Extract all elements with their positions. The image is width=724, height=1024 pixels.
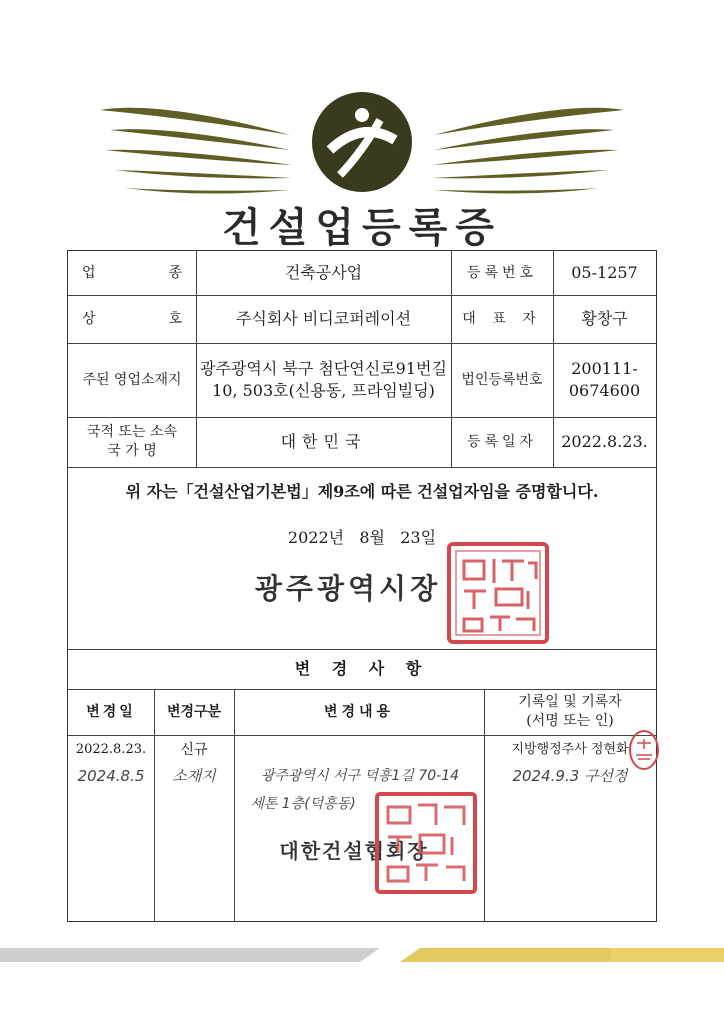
change-row1-date: 2022.8.23. [75, 742, 147, 758]
certification-date: 2022년 8월 23일 [287, 528, 437, 548]
corp-no-line1: 200111- [571, 359, 638, 379]
change-row2-date: 2024.8.5 [77, 766, 145, 785]
bottom-decor-bar [0, 944, 724, 966]
row-divider [68, 467, 656, 468]
address-line2: 10, 503호(신용동, 프라임빌딩) [212, 381, 435, 400]
association-seal-icon [374, 791, 478, 895]
reg-no-label: 등록번호 [466, 264, 538, 281]
certificate-frame [67, 250, 657, 922]
corp-no-line2: 0674600 [568, 381, 641, 400]
reg-date-label: 등록일자 [466, 433, 538, 450]
row-divider [68, 735, 656, 736]
corp-no-label: 법인등록번호 [461, 371, 543, 388]
issuer-name: 광주광역시장 [254, 572, 442, 606]
reg-date-value: 2022.8.23. [561, 432, 648, 452]
change-row2-content-line2: 세톤 1층(덕흥동) [250, 795, 356, 812]
corp-no-value [553, 343, 656, 417]
change-row2-category: 소재지 [172, 766, 216, 785]
company-label: 상 호 [82, 310, 182, 327]
certification-statement: 위 자는「건설산업기본법」제9조에 따른 건설업자임을 증명합니다. [125, 482, 599, 502]
nationality-label [68, 417, 196, 467]
change-row2-record: 2024.9.3 구선정 [512, 766, 628, 785]
reg-no-value: 05-1257 [571, 263, 638, 283]
address-line1: 광주광역시 북구 첨단연신로91번길 [200, 359, 447, 379]
association-name: 대한건설협회장 [279, 838, 429, 863]
changes-header-category: 변경구분 [166, 703, 222, 720]
record-header-line1: 기록일 및 기록자 [518, 694, 622, 711]
address-label: 주된 영업소재지 [82, 371, 182, 388]
change-row1-category: 신규 [180, 741, 208, 758]
nationality-label-line2: 국 가 명 [107, 443, 157, 459]
changes-header-date: 변경일 [86, 703, 136, 720]
changes-header-content: 변경내용 [323, 703, 395, 720]
recorder-seal-icon [628, 729, 660, 771]
nationality-label-line1: 국적 또는 소속 [86, 424, 178, 441]
record-header-line2: (서명 또는 인) [526, 713, 614, 729]
change-row1-record: 지방행정주사 정현화 [511, 742, 629, 758]
rep-label: 대 표 자 [462, 310, 542, 327]
address-value [196, 343, 451, 417]
business-type-value: 건축공사업 [284, 263, 363, 283]
official-seal-icon [446, 541, 550, 645]
change-row2-content-line1: 광주광역시 서구 덕흥1길 70-14 [260, 767, 460, 784]
company-value: 주식회사 비디코퍼레이션 [235, 309, 412, 329]
changes-section-title: 변 경 사 항 [294, 659, 430, 679]
document-title: 건설업등록증 [222, 204, 502, 251]
business-type-label: 업 종 [82, 264, 182, 281]
emblem-icon [0, 80, 724, 200]
rep-value: 황창구 [581, 309, 628, 329]
nationality-value: 대한민국 [280, 432, 367, 452]
